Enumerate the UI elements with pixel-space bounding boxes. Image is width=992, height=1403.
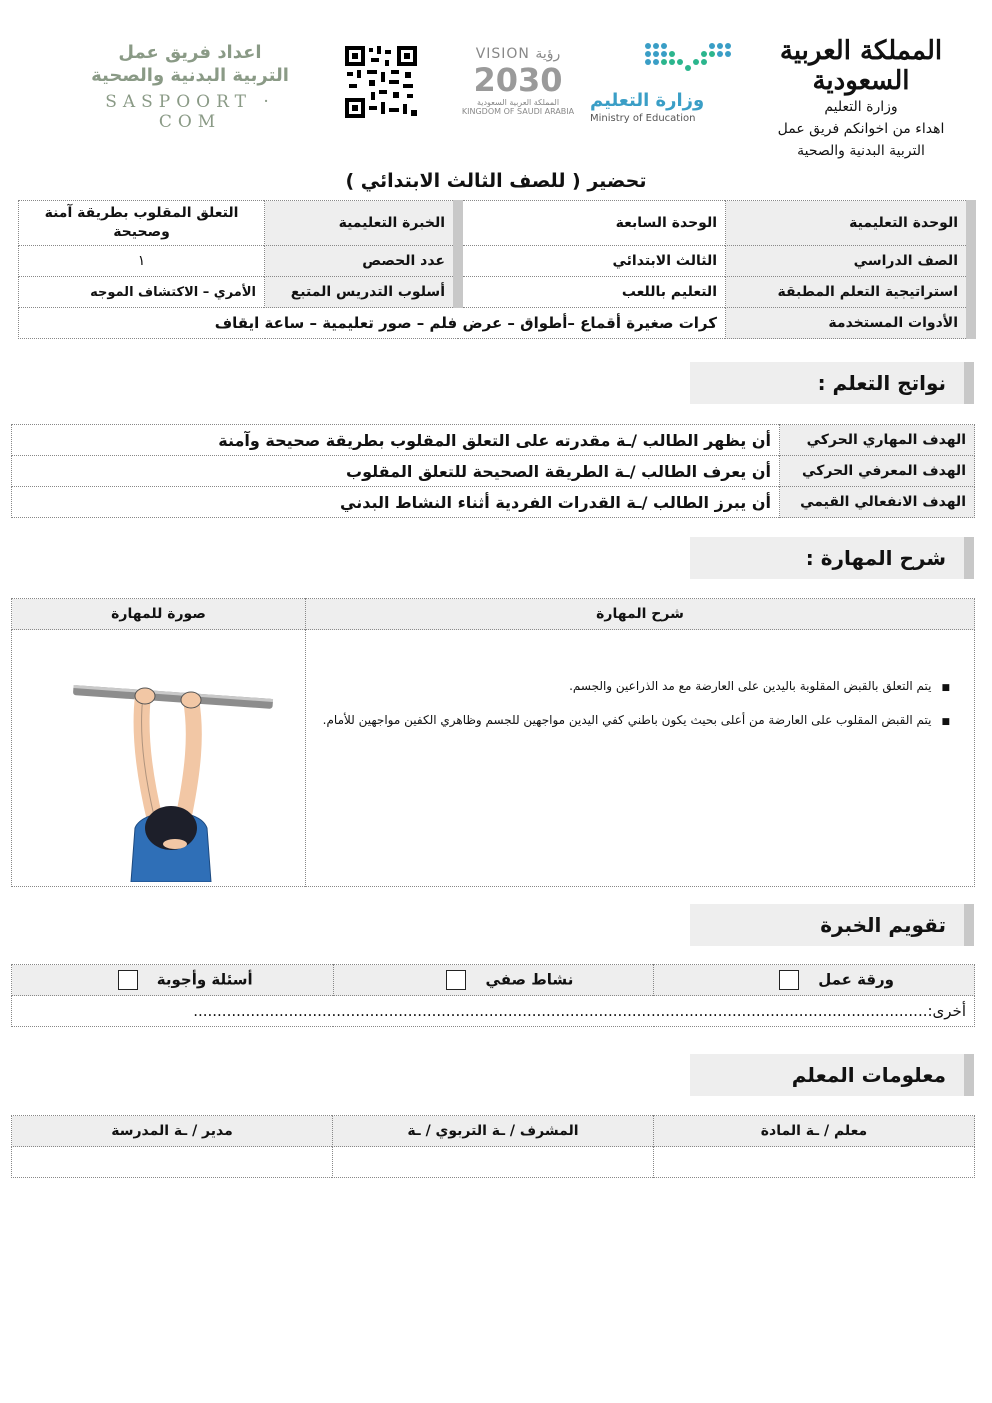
class-activity-checkbox[interactable] xyxy=(446,970,466,990)
list-item: ■ يتم القبض المقلوب على العارضة من أعلى بحيث يكون باطني كفي اليدين مواجهين للجسم وظاهري الكفين مواجهين للأمام. xyxy=(314,704,950,738)
hanging-child-illustration xyxy=(15,630,305,882)
skill-explanation-cell xyxy=(306,630,975,887)
strategy-label: استراتيجية التعلم المطبقة xyxy=(726,277,972,308)
horizontal-bar-icon xyxy=(73,685,273,709)
qa-checkbox[interactable] xyxy=(118,970,138,990)
option-worksheet[interactable] xyxy=(654,965,975,996)
table-row xyxy=(19,201,972,246)
skill-points xyxy=(314,670,966,738)
periods-label: عدد الحصص xyxy=(265,246,459,277)
vision-kingdom-ar: المملكة العربية السعودية xyxy=(476,98,560,107)
skill-heading: شرح المهارة : xyxy=(690,537,974,579)
option-label: ورقة عمل xyxy=(818,970,894,989)
outcome-value: أن يعرف الطالب /ـة الطريقة الصحيحة للتعلق المقلوب xyxy=(12,456,780,487)
teacher-heading: معلومات المعلم xyxy=(690,1054,974,1096)
table-row xyxy=(19,308,972,339)
table-row xyxy=(12,630,975,887)
principal-field[interactable] xyxy=(12,1147,333,1178)
moe-logo-arabic: وزارة التعليم xyxy=(590,90,705,111)
unit-label: الوحدة التعليمية xyxy=(726,201,972,246)
tools-label: الأدوات المستخدمة xyxy=(726,308,972,339)
other-field[interactable]: أخرى:.......................................................................................................................................................... xyxy=(12,996,975,1027)
grade-value: الثالث الابتدائي xyxy=(458,246,726,277)
method-value: الأمري – الاكتشاف الموجه xyxy=(19,277,265,308)
experience-value: التعلق المقلوب بطريقة آمنة وصحيحة xyxy=(19,201,265,246)
col-supervisor: المشرف / ـة التربوي / ـة xyxy=(333,1116,654,1147)
option-class-activity[interactable] xyxy=(333,965,654,996)
ministry-header xyxy=(766,36,956,162)
grade-label: الصف الدراسي xyxy=(726,246,972,277)
option-qa[interactable] xyxy=(12,965,334,996)
teacher-table xyxy=(11,1115,975,1178)
col-subject-teacher: معلم / ـة المادة xyxy=(654,1116,975,1147)
team-line-2: التربية البدنية والصحية xyxy=(91,65,289,86)
list-item: ■ يتم التعلق بالقبض المقلوبة باليدين على العارضة مع مد الذراعين والجسم. xyxy=(314,670,950,704)
team-line-1: اعداد فريق عمل xyxy=(118,42,262,63)
table-row xyxy=(12,487,975,518)
vision-label: VISION رؤية xyxy=(475,46,561,62)
col-image: صورة للمهارة xyxy=(12,599,306,630)
ministry-name: وزارة التعليم xyxy=(824,99,898,115)
option-label: أسئلة وأجوبة xyxy=(156,970,253,989)
table-row xyxy=(12,1116,975,1147)
supervisor-field[interactable] xyxy=(333,1147,654,1178)
subject-teacher-field[interactable] xyxy=(654,1147,975,1178)
outcome-label: الهدف الانفعالي القيمي xyxy=(780,487,975,518)
vision-kingdom-en: KINGDOM OF SAUDI ARABIA xyxy=(461,107,575,116)
lesson-info-table xyxy=(18,200,976,339)
strategy-value: التعليم باللعب xyxy=(458,277,726,308)
option-label: نشاط صفي xyxy=(485,970,574,989)
table-row xyxy=(12,996,975,1027)
tools-value: كرات صغيرة أقماع –أطواق – عرض فلم – صور تعليمية – ساعة ايقاف xyxy=(19,308,726,339)
vision-2030-logo xyxy=(458,46,578,126)
experience-label: الخبرة التعليمية xyxy=(265,201,459,246)
evaluation-table xyxy=(11,964,975,1027)
col-principal: مدير / ـة المدرسة xyxy=(12,1116,333,1147)
kingdom-title: المملكة العربية السعودية xyxy=(779,36,943,96)
table-row xyxy=(19,277,972,308)
table-row xyxy=(12,1147,975,1178)
table-row xyxy=(19,246,972,277)
qr-code-icon xyxy=(345,46,417,118)
skill-table xyxy=(11,598,975,887)
skill-image-cell xyxy=(12,630,306,887)
periods-value: ١ xyxy=(19,246,265,277)
outcome-label: الهدف المهاري الحركي xyxy=(780,425,975,456)
outcome-value: أن يظهر الطالب /ـة مقدرته على التعلق المقلوب بطريقة صحيحة وآمنة xyxy=(12,425,780,456)
team-logo xyxy=(70,42,310,132)
document-title: تحضير ( للصف الثالث الابتدائي ) xyxy=(345,170,647,192)
table-row xyxy=(12,965,975,996)
col-explanation: شرح المهارة xyxy=(306,599,975,630)
table-row xyxy=(12,456,975,487)
unit-value: الوحدة السابعة xyxy=(458,201,726,246)
evaluation-heading: تقويم الخبرة xyxy=(690,904,974,946)
outcome-value: أن يبرز الطالب /ـة القدرات الفردية أثناء النشاط البدني xyxy=(12,487,780,518)
outcomes-table xyxy=(11,424,975,518)
table-row xyxy=(12,599,975,630)
moe-logo-english: Ministry of Education xyxy=(590,113,696,124)
outcomes-heading: نواتج التعلم : xyxy=(690,362,974,404)
worksheet-checkbox[interactable] xyxy=(779,970,799,990)
method-label: أسلوب التدريس المتبع xyxy=(265,277,459,308)
outcome-label: الهدف المعرفي الحركي xyxy=(780,456,975,487)
moe-logo xyxy=(588,40,738,136)
prepared-by: اهداء من اخوانكم فريق عمل xyxy=(777,121,945,137)
vision-year: 2030 xyxy=(473,61,563,99)
department: التربية البدنية والصحية xyxy=(797,143,925,159)
moe-dots-icon xyxy=(642,40,738,80)
table-row xyxy=(12,425,975,456)
site-name: SASPOORT · COM xyxy=(105,92,275,132)
